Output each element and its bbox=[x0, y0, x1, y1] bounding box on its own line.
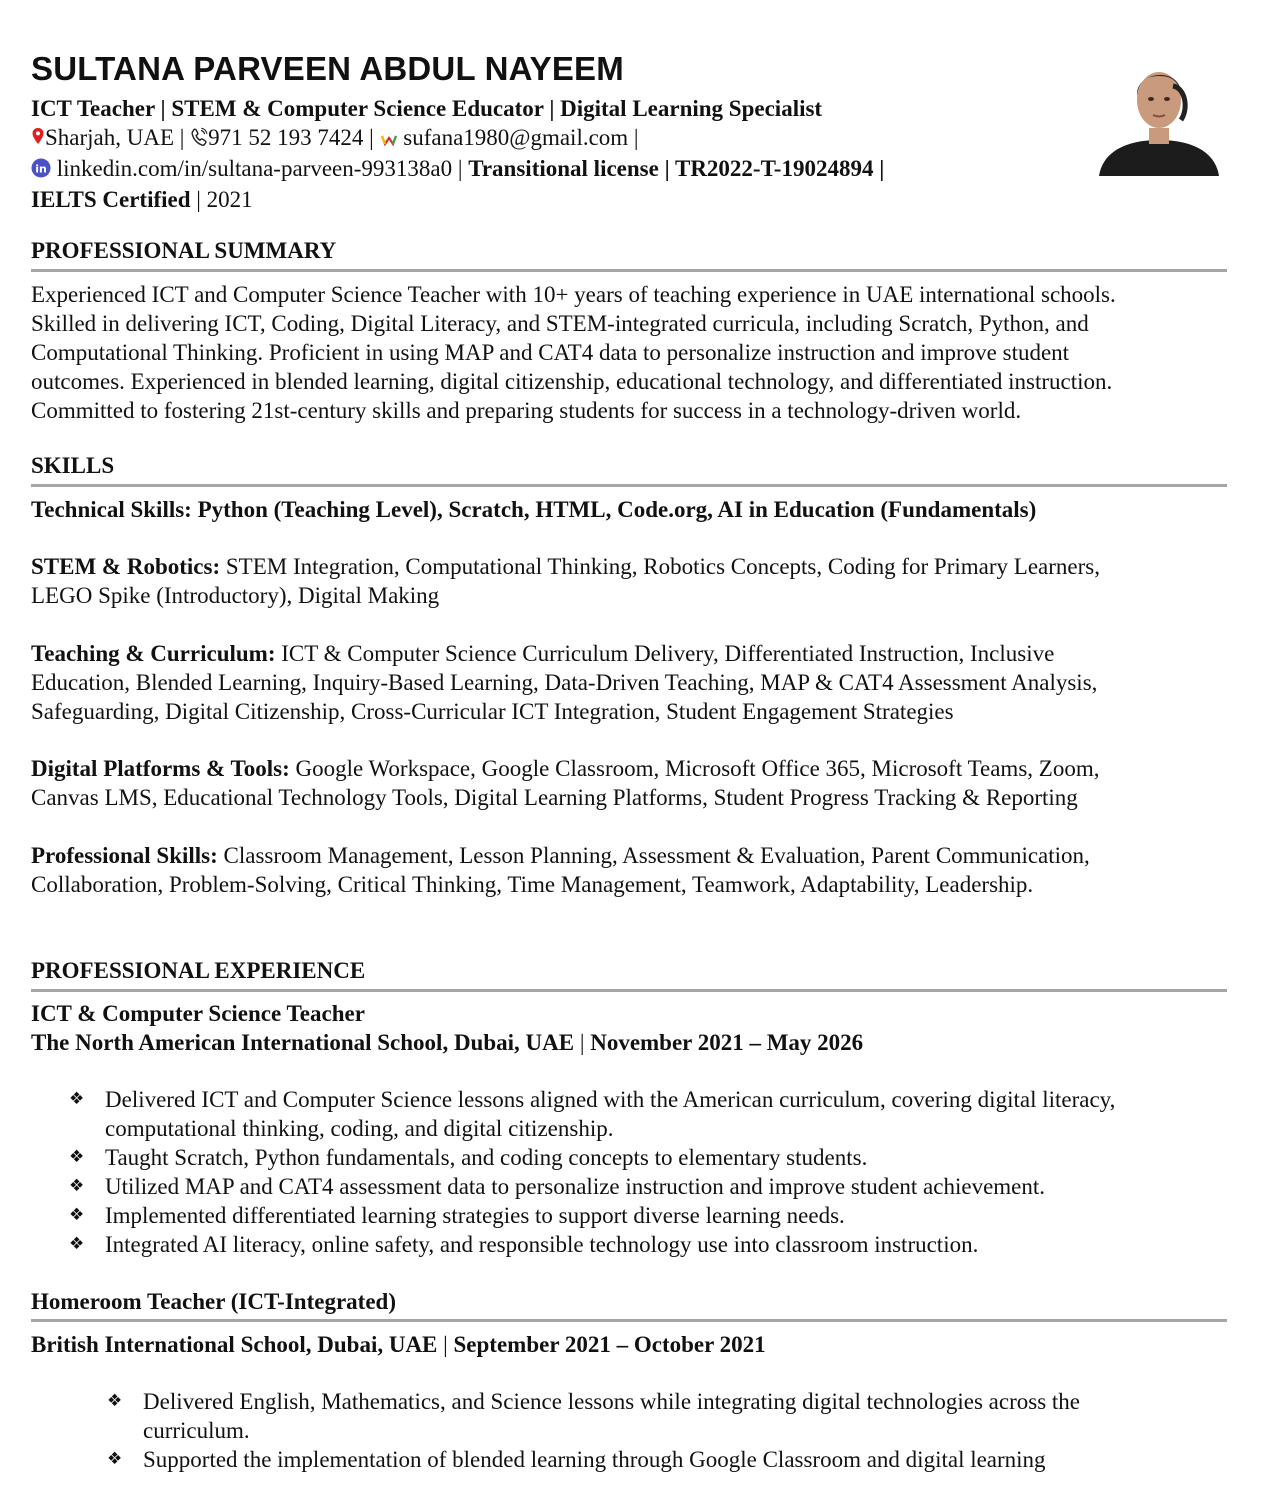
digital-skills bbox=[31, 754, 1227, 812]
summary-rule bbox=[31, 269, 1227, 272]
license-text: Transitional license | TR2022-T-19024894 | bbox=[468, 156, 885, 182]
skills-rule bbox=[31, 484, 1227, 487]
bullet-diamond-icon: ❖ bbox=[69, 1147, 85, 1167]
professional-skills bbox=[31, 841, 1227, 899]
stem-label: STEM & Robotics: bbox=[31, 554, 221, 579]
contact-line-3 bbox=[31, 185, 1031, 214]
digital-label: Digital Platforms & Tools: bbox=[31, 756, 290, 781]
list-item: ❖ Supported the implementation of blended learning through Google Classroom and digital learning bbox=[107, 1447, 1046, 1472]
profile-photo bbox=[1089, 52, 1229, 176]
candidate-name: SULTANA PARVEEN ABDUL NAYEEM bbox=[31, 50, 624, 87]
email-icon bbox=[380, 125, 398, 154]
summary-line: Committed to fostering 21st-century skills and preparing students for success in a technology-driven world. bbox=[31, 398, 1022, 423]
job2-rule bbox=[31, 1319, 1227, 1322]
teaching-skills bbox=[31, 639, 1227, 726]
bullet-diamond-icon: ❖ bbox=[107, 1391, 123, 1411]
professional-text: Classroom Management, Lesson Planning, Assessment & Evaluation, Parent Communication, bbox=[223, 843, 1090, 868]
stem-skills bbox=[31, 552, 1227, 610]
experience-heading: PROFESSIONAL EXPERIENCE bbox=[31, 958, 366, 983]
list-item: ❖ Taught Scratch, Python fundamentals, and coding concepts to elementary students. bbox=[69, 1145, 868, 1170]
contact-line-1 bbox=[31, 123, 1031, 154]
job2-school: British International School, Dubai, UAE bbox=[31, 1332, 438, 1357]
list-item: ❖ Utilized MAP and CAT4 assessment data to personalize instruction and improve student achievement. bbox=[69, 1174, 1046, 1199]
summary-line: Computational Thinking. Proficient in using MAP and CAT4 data to personalize instruction and improve student bbox=[31, 340, 1070, 365]
job1-school: The North American International School, Dubai, UAE bbox=[31, 1030, 575, 1055]
bullet-diamond-icon: ❖ bbox=[107, 1449, 123, 1469]
phone-text: 971 52 193 7424 | bbox=[208, 125, 374, 150]
contact-line-2 bbox=[31, 154, 1031, 185]
list-item: ❖ Implemented differentiated learning strategies to support diverse learning needs. bbox=[69, 1203, 845, 1228]
summary-heading: PROFESSIONAL SUMMARY bbox=[31, 238, 337, 263]
job1-dates: November 2021 – May 2026 bbox=[590, 1030, 864, 1055]
bullet-diamond-icon: ❖ bbox=[69, 1089, 85, 1109]
ielts-label: IELTS Certified bbox=[31, 187, 191, 213]
phone-icon bbox=[190, 125, 208, 154]
job2-dates: September 2021 – October 2021 bbox=[453, 1332, 766, 1357]
list-item: ❖ Delivered ICT and Computer Science lessons aligned with the American curriculum, covering digital literacy, computational thinking, coding, and digital citizenship. bbox=[69, 1087, 1116, 1141]
svg-text:in: in bbox=[35, 162, 47, 176]
ielts-year: | 2021 bbox=[196, 187, 253, 213]
job1-bullets bbox=[69, 1085, 1239, 1259]
digital-text: Canvas LMS, Educational Technology Tools, Digital Learning Platforms, Student Progress Tracking & Reporting bbox=[31, 785, 1078, 810]
email-text: sufana1980@gmail.com | bbox=[403, 125, 639, 150]
location-text: Sharjah, UAE | bbox=[45, 125, 185, 150]
digital-text: Google Workspace, Google Classroom, Microsoft Office 365, Microsoft Teams, Zoom, bbox=[295, 756, 1100, 781]
job1-role: ICT & Computer Science Teacher bbox=[31, 1001, 365, 1026]
job1-separator: | bbox=[579, 1030, 585, 1055]
bullet-diamond-icon: ❖ bbox=[69, 1176, 85, 1196]
title-line: ICT Teacher | STEM & Computer Science Educator | Digital Learning Specialist bbox=[31, 96, 823, 121]
contact-block bbox=[31, 94, 1031, 214]
summary-text bbox=[31, 280, 1227, 425]
teaching-text: Safeguarding, Digital Citizenship, Cross-Curricular ICT Integration, Student Engagement Strategies bbox=[31, 699, 954, 724]
summary-line: Experienced ICT and Computer Science Teacher with 10+ years of teaching experience in UAE international schools. bbox=[31, 282, 1116, 307]
location-pin-icon bbox=[31, 125, 45, 154]
stem-text: STEM Integration, Computational Thinking, Robotics Concepts, Coding for Primary Learners, bbox=[225, 554, 1100, 579]
bullet-diamond-icon: ❖ bbox=[69, 1205, 85, 1225]
summary-line: Skilled in delivering ICT, Coding, Digital Literacy, and STEM-integrated curricula, including Scratch, Python, and bbox=[31, 311, 1089, 336]
job2-role: Homeroom Teacher (ICT-Integrated) bbox=[31, 1289, 396, 1314]
linkedin-text: linkedin.com/in/sultana-parveen-993138a0 | bbox=[56, 156, 463, 182]
teaching-text: Education, Blended Learning, Inquiry-Based Learning, Data-Driven Teaching, MAP & CAT4 Assessment Analysis, bbox=[31, 670, 1098, 695]
bullet-diamond-icon: ❖ bbox=[69, 1234, 85, 1254]
list-item: ❖ Integrated AI literacy, online safety, and responsible technology use into classroom instruction. bbox=[69, 1232, 979, 1257]
job2-separator: | bbox=[443, 1332, 448, 1357]
job2-bullets bbox=[107, 1387, 1227, 1474]
stem-text: LEGO Spike (Introductory), Digital Making bbox=[31, 583, 440, 608]
technical-skills: Technical Skills: Python (Teaching Level), Scratch, HTML, Code.org, AI in Education (Fundamentals) bbox=[31, 497, 1037, 522]
teaching-label: Teaching & Curriculum: bbox=[31, 641, 276, 666]
job1-header bbox=[31, 999, 1227, 1057]
skills-heading: SKILLS bbox=[31, 453, 115, 478]
summary-line: outcomes. Experienced in blended learning, digital citizenship, educational technology, and differentiated instruction. bbox=[31, 369, 1113, 394]
job2-header bbox=[31, 1330, 1227, 1359]
linkedin-icon bbox=[31, 156, 51, 185]
experience-rule bbox=[31, 989, 1227, 992]
list-item: ❖ Delivered English, Mathematics, and Science lessons while integrating digital technologies across the curriculum. bbox=[107, 1389, 1081, 1443]
professional-label: Professional Skills: bbox=[31, 843, 218, 868]
teaching-text: ICT & Computer Science Curriculum Delivery, Differentiated Instruction, Inclusive bbox=[281, 641, 1055, 666]
professional-text: Collaboration, Problem-Solving, Critical Thinking, Time Management, Teamwork, Adaptability, Leadership. bbox=[31, 872, 1034, 897]
